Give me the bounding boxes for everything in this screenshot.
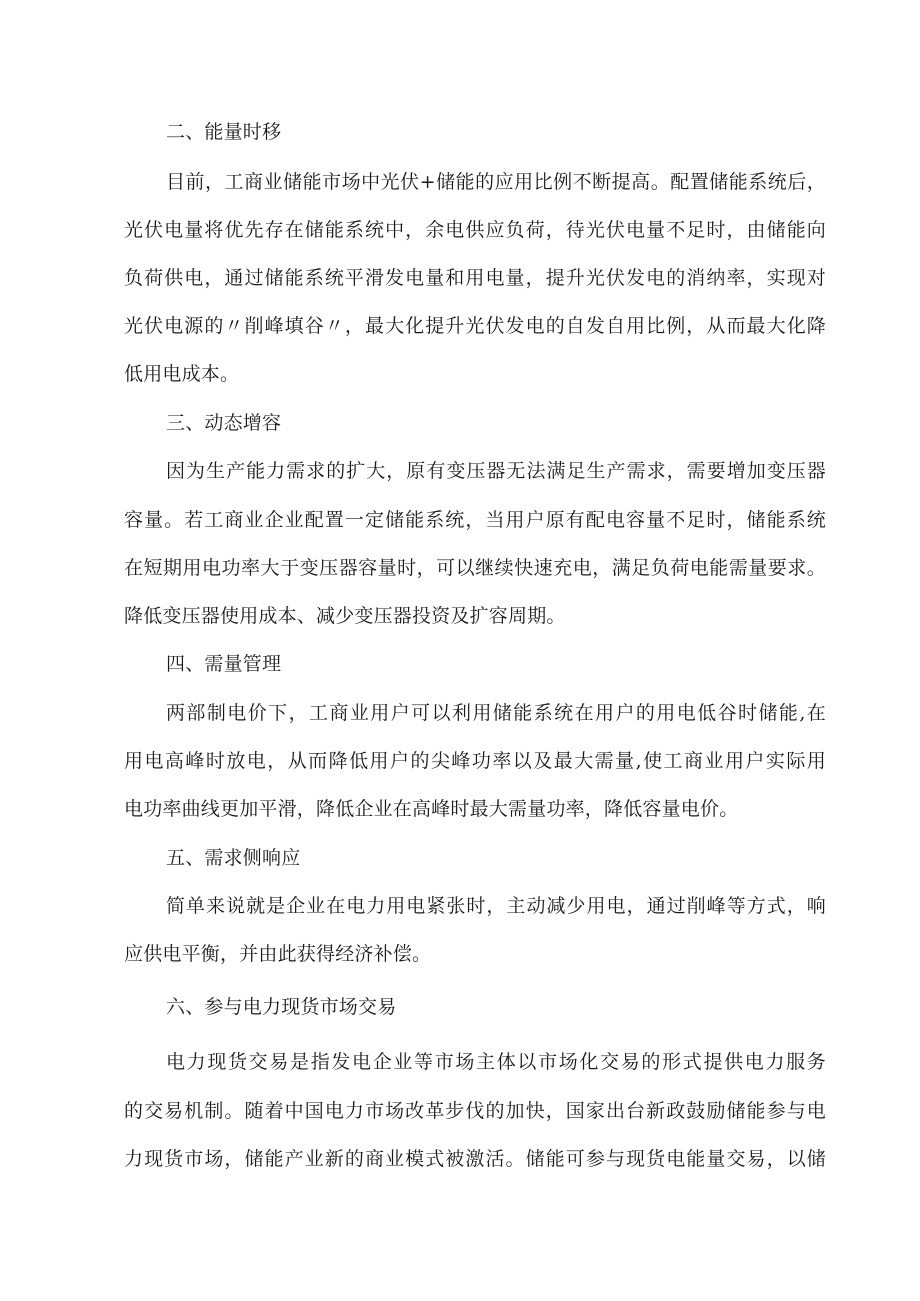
paragraph-line: 降低变压器使用成本、减少变压器投资及扩容周期。 [124, 605, 566, 627]
paragraph-line: 负荷供电，通过储能系统平滑发电量和用电量，提升光伏发电的消纳率，实现对 [124, 267, 826, 289]
paragraph-line: 两部制电价下，工商业用户可以利用储能系统在用户的用电低谷时储能,在 [166, 702, 826, 724]
paragraph-line: 光伏电量将优先存在储能系统中，余电供应负荷，待光伏电量不足时，由储能向 [124, 219, 826, 241]
section-heading: 六、参与电力现货市场交易 [166, 996, 397, 1018]
paragraph-line: 因为生产能力需求的扩大，原有变压器无法满足生产需求，需要增加变压器 [166, 460, 826, 482]
paragraph-line: 力现货市场，储能产业新的商业模式被激活。储能可参与现货电能量交易，以储 [124, 1148, 826, 1170]
section-heading: 三、动态增容 [166, 412, 282, 434]
paragraph-line: 电功率曲线更加平滑，降低企业在高峰时最大需量功率，降低容量电价。 [124, 798, 739, 820]
section-heading: 五、需求侧响应 [166, 847, 301, 869]
paragraph-line: 简单来说就是企业在电力用电紧张时，主动减少用电，通过削峰等方式，响 [166, 895, 826, 917]
paragraph-line: 低用电成本。 [124, 363, 240, 385]
section-heading: 四、需量管理 [166, 653, 282, 675]
paragraph-line: 光伏电源的〃削峰填谷〃，最大化提升光伏发电的自发自用比例，从而最大化降 [124, 315, 826, 337]
paragraph-line: 目前，工商业储能市场中光伏+储能的应用比例不断提高。配置储能系统后， [166, 171, 826, 193]
paragraph-line: 用电高峰时放电，从而降低用户的尖峰功率以及最大需量,使工商业用户实际用 [124, 750, 826, 772]
paragraph-line: 应供电平衡，并由此获得经济补偿。 [124, 943, 432, 965]
paragraph-line: 在短期用电功率大于变压器容量时，可以继续快速充电，满足负荷电能需量要求。 [124, 557, 826, 579]
paragraph-line: 电力现货交易是指发电企业等市场主体以市场化交易的形式提供电力服务 [166, 1051, 826, 1073]
paragraph-line: 的交易机制。随着中国电力市场改革步伐的加快，国家出台新政鼓励储能参与电 [124, 1100, 826, 1122]
section-heading: 二、能量时移 [166, 121, 282, 143]
paragraph-line: 容量。若工商业企业配置一定储能系统，当用户原有配电容量不足时，储能系统 [124, 509, 826, 531]
